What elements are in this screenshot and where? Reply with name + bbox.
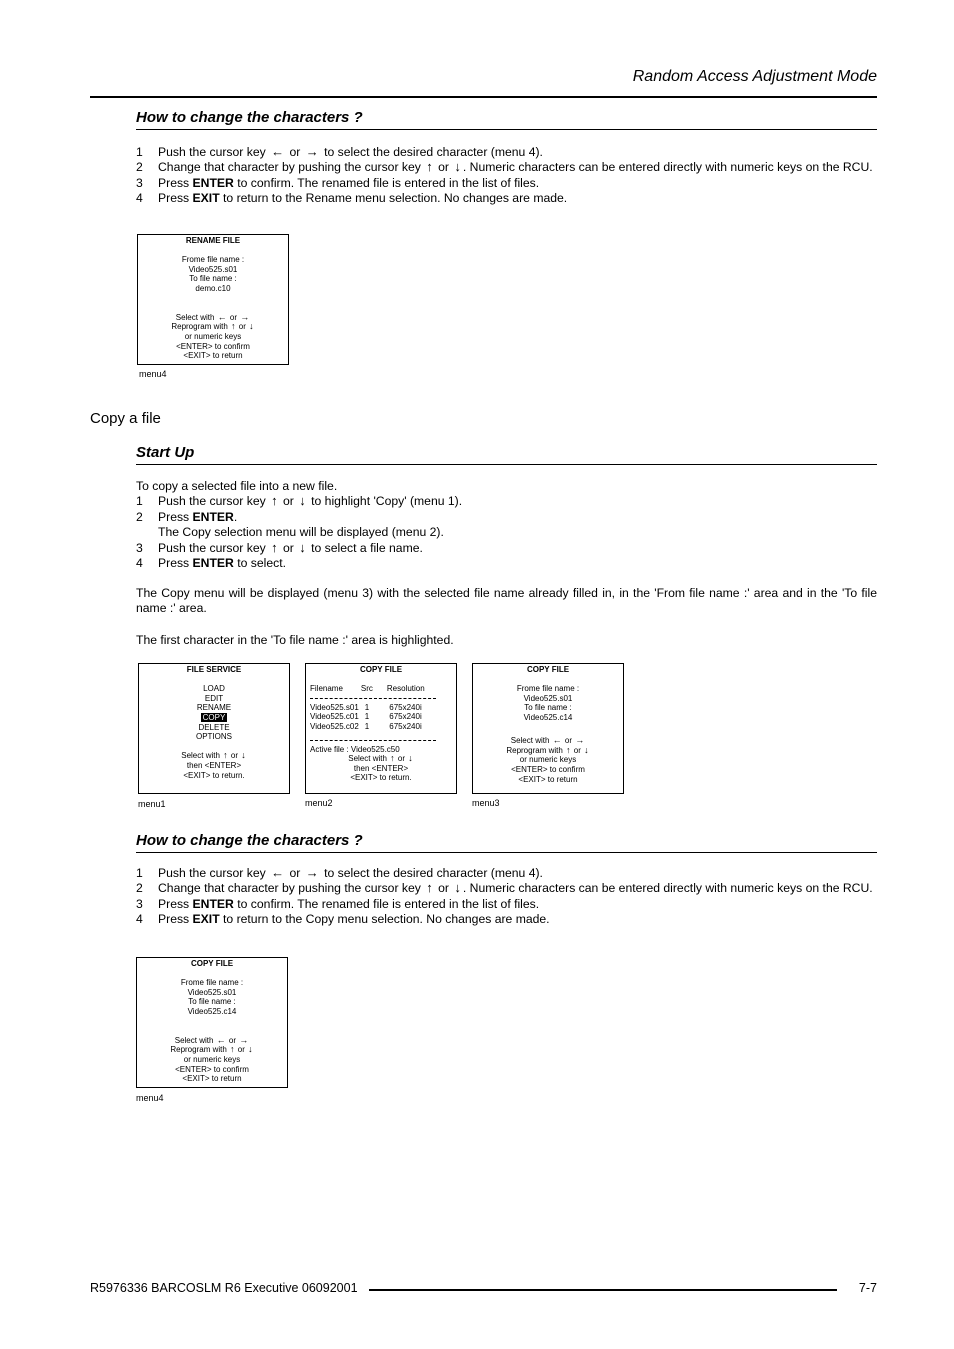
copy-file-menu [472, 663, 624, 794]
hint-text: or [573, 745, 581, 755]
step-number: 3 [136, 896, 143, 911]
arrow-left-icon: ← [217, 311, 227, 322]
step-text-part: Push the cursor key [158, 866, 266, 880]
file-table-body [310, 703, 428, 732]
step-text-part: to select. [237, 556, 287, 571]
menu-spacer [138, 303, 288, 313]
step-text [158, 145, 877, 160]
step-item [136, 912, 877, 927]
table-row[interactable] [310, 722, 428, 732]
to-file-value: demo.c10 [195, 283, 231, 293]
menu-spacer [306, 675, 456, 685]
hint-text: Reprogram with [506, 745, 563, 755]
step-text-part: to highlight 'Copy' (menu 1). [311, 494, 463, 509]
arrow-up-icon: ↑ [231, 321, 236, 332]
copy-menu-description: The Copy menu will be displayed (menu 3) with the selected file name already filled in, in the 'From file name :' area and in the 'To file name :' area. [136, 586, 877, 616]
step-item [136, 160, 877, 175]
hint-text: Select with [510, 736, 550, 746]
hint-text: or [228, 1035, 237, 1045]
enter-hint: <ENTER> to confirm [175, 1064, 249, 1074]
step-text-part: or [438, 881, 449, 896]
table-row[interactable] [310, 712, 428, 722]
step-text-part: or [283, 540, 294, 555]
footer-divider [369, 1289, 837, 1291]
step-number: 4 [136, 912, 143, 927]
steps-change-characters-2 [136, 866, 877, 928]
page-number: 7-7 [858, 1281, 877, 1295]
exit-hint: <EXIT> to return [183, 351, 243, 361]
arrow-down-icon: ↓ [584, 744, 589, 755]
menu-item-options[interactable]: OPTIONS [195, 732, 232, 742]
to-file-value: Video525.c14 [187, 1006, 237, 1016]
step-text-part: Press [158, 191, 190, 206]
hint-text: or [237, 1045, 245, 1055]
menu-spacer [138, 246, 288, 256]
arrow-left-icon: ← [271, 865, 285, 880]
page-header-title: Random Access Adjustment Mode [632, 68, 877, 85]
step-number: 2 [136, 509, 143, 524]
menu-title: RENAME FILE [185, 236, 241, 245]
step-text [158, 541, 877, 556]
menu-item-edit[interactable]: EDIT [204, 693, 224, 703]
menu-spacer [139, 742, 289, 752]
arrow-right-icon: → [239, 1034, 249, 1045]
arrow-down-icon: ↓ [248, 1044, 253, 1055]
copy-file-list-menu [305, 663, 457, 794]
from-file-label: Frome file name : [516, 684, 580, 694]
hint-text: Select with [175, 312, 215, 322]
step-number: 3 [136, 540, 143, 555]
menu-spacer [138, 294, 288, 304]
step-text-part: to confirm. The renamed file is entered in the list of files. [237, 896, 540, 911]
table-divider [310, 698, 436, 699]
hint-text: Reprogram with [170, 1045, 227, 1055]
table-cell: 1 [364, 712, 370, 722]
step-text-part: or [289, 866, 301, 880]
active-file-label: Active file : Video525.c50 [310, 744, 400, 754]
hint-text: or [238, 322, 246, 332]
menu-spacer [473, 723, 623, 733]
arrow-left-icon: ← [552, 735, 562, 746]
file-table [310, 684, 431, 694]
step-item [136, 866, 877, 881]
arrow-right-icon: → [305, 865, 319, 880]
section-heading-change-characters-1: How to change the characters ? [136, 109, 877, 130]
step-text-part: Push the cursor key [158, 494, 266, 509]
step-text-part: Change that character by pushing the cursor key [158, 160, 421, 175]
then-enter-hint: then <ENTER> [186, 760, 242, 770]
step-text [158, 160, 877, 175]
key-label: ENTER [192, 896, 234, 911]
step-item [136, 494, 877, 509]
arrow-down-icon: ↓ [408, 753, 413, 764]
column-header: Resolution [386, 684, 425, 694]
select-hint [139, 751, 289, 761]
reprogram-hint [138, 322, 288, 332]
key-label: EXIT [192, 912, 220, 927]
header-divider [90, 96, 877, 98]
table-row[interactable] [310, 703, 428, 713]
menu-item-copy[interactable]: COPY [202, 712, 226, 722]
arrow-left-icon: ← [216, 1034, 226, 1045]
arrow-left-icon: ← [271, 144, 285, 159]
step-text [158, 912, 877, 927]
step-text-part: to confirm. The renamed file is entered in the list of files. [237, 175, 540, 190]
from-file-value: Video525.s01 [523, 693, 573, 703]
to-file-value: Video525.c14 [523, 712, 573, 722]
step-text [158, 176, 877, 191]
exit-hint: <EXIT> to return [182, 1074, 242, 1084]
arrow-down-icon: ↓ [299, 539, 306, 555]
section-heading-start-up: Start Up [136, 444, 877, 465]
footer-document-id: R5976336 BARCOSLM R6 Executive 06092001 [90, 1281, 358, 1295]
step-text-part: . [233, 509, 238, 524]
menu-title: COPY FILE [526, 665, 570, 674]
table-cell: 1 [364, 721, 370, 731]
arrow-up-icon: ↑ [271, 493, 278, 509]
step-number: 1 [136, 866, 143, 880]
key-label: ENTER [192, 556, 234, 571]
step-item [136, 541, 877, 556]
menu-caption: menu2 [305, 798, 333, 808]
step-text-part: to select the desired character (menu 4). [324, 866, 543, 880]
table-cell: 675x240i [389, 702, 422, 712]
from-file-label: Frome file name : [180, 978, 244, 988]
step-text-part: Press [158, 509, 190, 524]
step-text [158, 897, 877, 912]
table-cell: Video525.s01 [310, 702, 359, 712]
step-number: 1 [136, 145, 143, 159]
menu-caption: menu4 [139, 369, 167, 379]
step-number: 2 [136, 881, 143, 896]
copy-file-title: Copy a file [90, 410, 161, 427]
step-item [136, 556, 877, 571]
file-service-menu [138, 663, 290, 794]
select-hint [473, 736, 623, 746]
reprogram-hint [473, 746, 623, 756]
key-label: ENTER [192, 175, 234, 190]
menu-spacer [137, 969, 287, 979]
menu-spacer [137, 1026, 287, 1036]
to-file-label: To file name : [188, 997, 236, 1007]
key-label: ENTER [192, 509, 234, 524]
menu-spacer [473, 675, 623, 685]
exit-hint: <EXIT> to return [518, 774, 578, 784]
step-text-part: to select a file name. [311, 540, 423, 555]
rename-file-menu [137, 234, 289, 365]
select-hint [306, 754, 456, 764]
arrow-up-icon: ↑ [390, 753, 395, 764]
select-hint [138, 313, 288, 323]
step-text-part: . Numeric characters can be entered directly with numeric keys on the RCU. [462, 160, 873, 175]
steps-change-characters-1 [136, 145, 877, 207]
from-file-label: Frome file name : [181, 255, 245, 265]
arrow-down-icon: ↓ [249, 321, 254, 332]
step-item [136, 881, 877, 896]
numeric-hint: or numeric keys [184, 331, 242, 341]
table-divider [310, 740, 436, 741]
arrow-up-icon: ↑ [426, 880, 433, 896]
menu-title: COPY FILE [190, 959, 234, 968]
intro-text: To copy a selected file into a new file. [136, 479, 338, 493]
step-text [158, 866, 877, 881]
copy-file-menu-edit [136, 957, 288, 1088]
arrow-up-icon: ↑ [566, 744, 571, 755]
step-text-part: Press [158, 175, 190, 190]
numeric-hint: or numeric keys [183, 1054, 241, 1064]
arrow-up-icon: ↑ [271, 539, 278, 555]
menu-item-copy-row [139, 713, 289, 723]
table-cell: 1 [364, 702, 370, 712]
menu-caption: menu3 [472, 798, 500, 808]
arrow-up-icon: ↑ [223, 750, 228, 761]
hint-text: or [397, 754, 406, 764]
hint-text: or [564, 736, 573, 746]
step-item [136, 897, 877, 912]
arrow-right-icon: → [240, 311, 250, 322]
table-cell: 675x240i [389, 712, 422, 722]
menu-caption: menu4 [136, 1093, 164, 1103]
step-text-part: or [289, 145, 301, 159]
column-header: Filename [310, 684, 343, 694]
first-character-note: The first character in the 'To file name :' area is highlighted. [136, 633, 454, 647]
step-number: 3 [136, 175, 143, 190]
arrow-down-icon: ↓ [454, 880, 461, 896]
step-item [136, 510, 877, 541]
menu-item-load[interactable]: LOAD [203, 684, 225, 694]
table-cell: Video525.c01 [310, 712, 359, 722]
table-cell: Video525.c02 [310, 721, 359, 731]
enter-hint: <ENTER> to confirm [176, 341, 250, 351]
reprogram-hint [137, 1045, 287, 1055]
arrow-down-icon: ↓ [241, 750, 246, 761]
step-text-part: or [283, 494, 294, 509]
step-number: 4 [136, 191, 143, 206]
arrow-up-icon: ↑ [426, 159, 433, 175]
step-text-part: The Copy selection menu will be displayed (menu 2). [158, 525, 444, 540]
column-header: Src [360, 684, 373, 694]
menu-spacer [139, 675, 289, 685]
steps-start-up [136, 479, 877, 571]
step-text-part: Press [158, 912, 190, 927]
arrow-down-icon: ↓ [299, 493, 306, 509]
from-file-value: Video525.s01 [187, 987, 237, 997]
arrow-right-icon: → [575, 735, 585, 746]
step-text [158, 510, 877, 541]
exit-hint: <EXIT> to return. [350, 773, 412, 783]
step-text-part: or [438, 160, 449, 175]
step-item [136, 191, 877, 206]
section-heading-change-characters-2: How to change the characters ? [136, 832, 877, 853]
hint-text: or [230, 751, 239, 761]
menu-item-delete[interactable]: DELETE [198, 722, 230, 732]
step-number: 2 [136, 160, 143, 175]
exit-hint: <EXIT> to return. [183, 770, 245, 780]
step-text [158, 556, 877, 571]
hint-text: or [229, 312, 238, 322]
step-item [136, 145, 877, 160]
hint-text: Select with [348, 754, 387, 764]
step-number: 4 [136, 556, 143, 571]
menu-caption: menu1 [138, 799, 166, 809]
hint-text: Select with [174, 1035, 214, 1045]
step-text-part: Push the cursor key [158, 145, 266, 159]
hint-text: Select with [181, 751, 220, 761]
select-hint [137, 1036, 287, 1046]
step-text-part: Push the cursor key [158, 540, 266, 555]
step-text-part: Change that character by pushing the cursor key [158, 881, 421, 896]
arrow-right-icon: → [305, 144, 319, 159]
step-text [158, 494, 877, 509]
step-text [158, 881, 877, 896]
arrow-down-icon: ↓ [454, 159, 461, 175]
numeric-hint: or numeric keys [519, 755, 577, 765]
to-file-label: To file name : [189, 274, 237, 284]
menu-title: COPY FILE [359, 665, 403, 674]
step-text-part: to select the desired character (menu 4). [324, 145, 543, 159]
key-label: EXIT [192, 191, 220, 206]
to-file-label: To file name : [524, 703, 572, 713]
from-file-value: Video525.s01 [188, 264, 238, 274]
step-text-part: to return to the Rename menu selection. No changes are made. [223, 191, 568, 206]
step-text-part: Press [158, 556, 190, 571]
table-header-row [310, 684, 431, 694]
arrow-up-icon: ↑ [230, 1044, 235, 1055]
then-enter-hint: then <ENTER> [353, 763, 409, 773]
step-text [158, 191, 877, 206]
table-cell: 675x240i [389, 721, 422, 731]
step-number: 1 [136, 494, 143, 509]
step-item [136, 176, 877, 191]
menu-spacer [137, 1017, 287, 1027]
step-text-part: Press [158, 896, 190, 911]
menu-item-rename[interactable]: RENAME [196, 703, 232, 713]
enter-hint: <ENTER> to confirm [511, 764, 585, 774]
step-text-part: to return to the Copy menu selection. No changes are made. [223, 912, 550, 927]
step-text-part: . Numeric characters can be entered directly with numeric keys on the RCU. [462, 881, 873, 896]
hint-text: Reprogram with [171, 322, 228, 332]
menu-title: FILE SERVICE [186, 665, 242, 674]
